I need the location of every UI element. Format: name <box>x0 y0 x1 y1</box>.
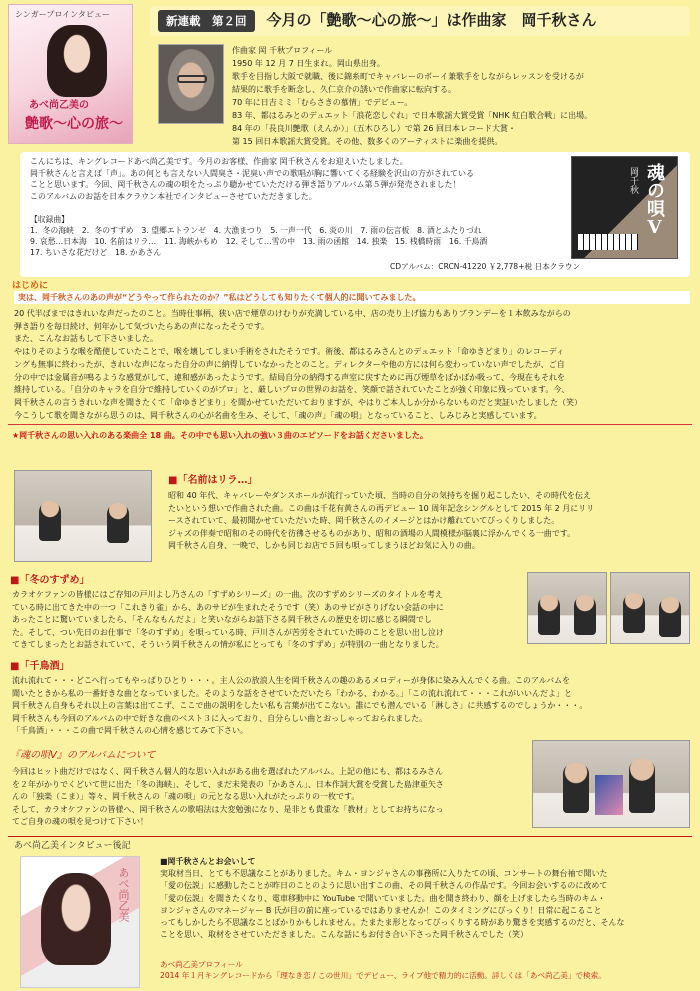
afterword-line: 「愛の伝説」に感動したことが昨日のことのように思い出すこの曲、その岡千秋さんの作品です。今回お会いするのに改めて <box>160 881 608 891</box>
lead-line: 岡千秋さんの言うきれいな声を聞きたくて「命ゆきどまり」を聞かせていただいておりますが、やはりご本人しか分からないものだと実証いたしました（笑） <box>14 397 582 407</box>
intro-line: このアルバムのお話を日本クラウン本社でインタビューさせていただきました。 <box>30 191 317 201</box>
profile-line: 第 15 回日本歌謡大賞受賞。その他、数多くのアーティストに楽曲を提供。 <box>232 137 503 146</box>
cover-image <box>8 4 133 144</box>
profile-line: 歌手を目指し大阪で就職、後に錦糸町でキャバレーのボーイ兼歌手をしながらレッスンを受けるが <box>232 72 584 81</box>
interview-photo-3 <box>610 572 690 644</box>
song-line: 流れ流れて・・・どこへ行ってもやっぱりひとり・・・。主人公の放浪人生を岡千秋さんの趣のあるメロディーが身体に染み入んでくる曲。このアルバムを <box>12 676 571 685</box>
track-list <box>30 214 570 258</box>
afterword-line: 「愛の伝説」を聞きたくなり、電車移動中に YouTube で聞いていました。曲を聞き終わり、顔を上げましたら当時のキム・ <box>160 893 606 903</box>
cd-jacket-icon <box>595 775 623 815</box>
afterword-line: ことを思い、取材をさせていただきました。こんな話にもお付き合い下さった岡千秋さんでした（笑） <box>160 930 528 940</box>
profile-line: 結果的に歌手を断念し、久仁京介の誘いで作曲家に転向する。 <box>232 85 456 94</box>
afterword-line: ヨンジャさんのマネージャー B 氏が目の前に座っているではありませんか！このタイミングにびっくり！日常に起こること <box>160 905 602 915</box>
cd-info: CDアルバム：CRCN-41220 ￥2,778+税 日本クラウン <box>390 262 581 271</box>
lead-line: また、こんなお話もして下さいました。 <box>14 334 158 344</box>
song-line: 岡千秋さん自身、一晩で、しかも同じお店で５回も唄ってしまうほどお気に入りの曲。 <box>168 541 480 551</box>
album-body <box>12 766 512 829</box>
track-line: 17. ちいさな花だけど 18. かあさん <box>30 248 162 257</box>
singer-profile-heading: あべ尚乙美プロフィール <box>160 960 243 969</box>
lead-line: 20 代半ばまではきれいな声だったのこと。当時仕事柄、狭い店で煙草のけむりが充満している中、店の売り上げ協力もありブランデーを１本飲みながらの <box>14 309 571 318</box>
singer-portrait <box>41 873 111 965</box>
cover-subtitle: 艶歌〜心の旅〜 <box>25 116 123 132</box>
composer-portrait <box>158 44 224 124</box>
song-line: てきてしまったとお話されていて、そういう岡千秋さんの情が私にとっても「冬のすずめ」が特別の一曲となりました。 <box>12 640 444 650</box>
afterword-heading: あべ尚乙美インタビュー後記 <box>14 841 131 851</box>
article-title: 今月の「艶歌〜心の旅〜」は作曲家 岡千秋さん <box>266 11 597 30</box>
album-line: を２年がかりでくどいて世に出た「冬の海峡」、そして、まだ未発表の「かあさん」、日本作詞大賞を受賞した島津亜矢さ <box>12 779 444 789</box>
cd-cover-image <box>571 156 678 259</box>
song-title-rira: ■「名前はリラ…」 <box>168 475 258 486</box>
song-body-chidori <box>12 675 692 738</box>
section-divider <box>8 424 692 425</box>
cover-name: あべ尚乙美の <box>29 100 89 111</box>
singer-name-vertical: あべ尚乙美 <box>117 867 130 922</box>
profile-line: 84 年の「長良川艶歌（えんか）」（五木ひろし）で第 26 回日本レコード大賞・ <box>232 124 516 133</box>
song-body-rira <box>168 490 690 553</box>
afterword-line: ってもしかしたら不思議なことばかりかもしれません。たまたま形となってびっくりする時があり驚きを実感するのだと、そんな <box>160 918 625 928</box>
song-title-suzume: ■「冬のすずめ」 <box>10 575 90 586</box>
song-line: 昭和 40 年代、キャバレーやダンスホールが流行っていた頃、当時の自分の気持ちを掘り起こしたい、その時代を伝え <box>168 491 591 500</box>
song-line: 「千鳥酒」・・・この曲で岡千秋さんの心情を感じてみて下さい。 <box>12 726 248 736</box>
song-body-suzume <box>12 589 524 652</box>
track-line: 1．冬の海峡 2．冬のすずめ 3. 望郷エトランゼ 4. 大漁まつり 5. 一声一代 6. 炎の川 7. 雨の伝言板 8. 酒とふたりづれ <box>30 226 482 235</box>
interview-photo-1 <box>14 470 152 562</box>
track-line: 9. 哀愁…日本海 10. 名前はリラ… 11. 海峡かもめ 12. そして…雪の中 13. 雨の函館 14. 独楽 15. 桟橋時雨 16. 千鳥酒 <box>30 237 488 246</box>
song-line: たいという想いで作曲された曲。この曲は千花有黄さんの再デビュー 10 周年記念シングルとして 2015 年 2 月にリリ <box>168 503 595 513</box>
profile-line: 70 年に日吉ミミ「むらさきの慕情」でデビュー。 <box>232 98 413 107</box>
lead-question: 実は、岡千秋さんのあの声が“どうやって作られたのか？”私はどうしても知りたくて個人的に聞いてみました。 <box>14 291 690 304</box>
lead-line: 分の中では金属音が鳴るような感覚がして、違和感があったようです。結局自分の納得する声室に戻すために再び煙草をばかばか吸って、今現在もそれを <box>14 372 565 382</box>
track-list-heading: 【収録曲】 <box>30 215 69 224</box>
song-line: た。そして、つい先日のお仕事で「冬のすずめ」を唄っている時、戸川さんが苦労をされていた時のことを思い出し泣け <box>12 627 444 637</box>
lead-line: 弾き語りを毎日続け、何年かして気づいたらあの声になったそうです。 <box>14 321 270 331</box>
singer-photo <box>20 856 140 988</box>
article-header <box>150 6 690 36</box>
favorites-heading: ★岡千秋さんの思い入れのある楽曲全 18 曲。その中でも思い入れの強い３曲のエピソードをお話くださいました。 <box>12 431 428 440</box>
album-line: んの「独楽（こま）」等々、岡千秋さんの「魂の唄」の元となる思い入れがたっぷりの一枚です。 <box>12 792 360 802</box>
album-line: てご自身の魂の唄を見つけて下さい！ <box>12 817 148 827</box>
profile-line: 作曲家 岡 千秋プロフィール <box>232 46 333 55</box>
song-line: あったことに驚いていましたら、「そんなもんだよ」と笑いながらお話下さる岡千秋さんの歴史を切に感じる瞬間でし <box>12 615 432 625</box>
song-line: カラオケファンの皆様にはご存知の戸川よし乃さんの「すずめシリーズ」の一曲。次のすずめシリーズのタイトルを考え <box>12 590 443 599</box>
cover-top-label: シンガープロインタビュー <box>15 10 110 19</box>
afterword-subheading: ■岡千秋さんとお会いして <box>160 857 256 866</box>
song-line: ている時に出てきた中の一つ「これきり雀」から、あのサビが生まれたそうです（笑）あのサビがさりげない会話の中に <box>12 602 444 612</box>
song-title-chidori: ■「千鳥酒」 <box>10 661 70 672</box>
song-line: ジャズの伴奏で昭和のその時代を彷彿させるものがあり、昭和の酒場の人間模様が脳裏に浮かんでくる一曲です。 <box>168 528 576 538</box>
afterword-divider <box>8 836 692 837</box>
interview-photo-4 <box>532 740 690 828</box>
album-line: そして、カラオケファンの皆様へ、岡千秋さんの歌唱法は大変勉強になり、是非とも貴重な「教材」としてお持ちになっ <box>12 804 444 814</box>
lead-line: 今こうして歌を聞きながら思うのは、岡千秋さんの心が名曲を生み、そして、「魂の声」「魂の唄」となっていること、しみじみと実感しています。 <box>14 410 542 420</box>
profile-line: 83 年、都はるみとのデュエット「浪花恋しぐれ」で日本歌謡大賞受賞「NHK 紅白歌合戦」に出場。 <box>232 111 593 120</box>
album-line: 今回はヒット曲だけではなく、岡千秋さん個人的な思い入れがある曲を選ばれたアルバム。上記の他にも、都はるみさん <box>12 767 443 776</box>
lead-line: やはりそのような喉を酷使していたことで、喉を壊してしまい手術をされたそうです。術後、都はるみさんとのデュエット「命ゆきどまり」のレコーディ <box>14 347 565 357</box>
profile-line: 1950 年 12 月 7 日生まれ。岡山県出身。 <box>232 59 385 68</box>
album-heading: 『魂の唄Ⅴ』のアルバムについて <box>10 750 156 761</box>
cd-title: 魂の唄Ⅴ <box>644 163 665 238</box>
lead-body <box>14 308 690 422</box>
series-badge: 新連載 第２回 <box>158 10 255 32</box>
song-line: 岡千秋さん自身もそれ以上の言葉は出てこず、ここで曲の説明をしたい私も言葉が出てこない。誰にでも潜んでいる「淋しさ」に共感するのでしょうか・・・。 <box>12 701 588 711</box>
interview-photo-2 <box>527 572 607 644</box>
afterword-body <box>160 856 690 941</box>
intro-line: こんにちは、キングレコードあべ尚乙美です。今月のお客様、作曲家 岡千秋さんをお迎えいたしました。 <box>30 157 408 166</box>
glasses-icon <box>177 75 207 83</box>
composer-profile <box>232 44 692 148</box>
lead-heading: はじめに <box>12 281 49 291</box>
afterword-line: 実取材当日、とても不思議なことがありました。キム・ヨンジャさんの事務所に入りたての頃、コンサートの舞台袖で聞いた <box>160 869 608 879</box>
cd-artist: 岡千秋 <box>628 167 638 194</box>
song-line: 岡千秋さんも今回のアルバムの中で好きな曲のベスト３に入っており、自分らしい曲とおっしゃっておられました。 <box>12 713 428 723</box>
song-line: 聞いたときから私の一番好きな曲となっていました。そのような話をさせていただいたら「わかる、わかる。」「この流れ流れて・・・これがいいんだよ」と <box>12 688 572 698</box>
lead-line: ングも無事に終わったが、きれいな声になった自分の声に納得していなかったとのこと。ディレクターや他の方には何ら変わっていない声でしたが、ご自 <box>14 359 565 369</box>
lead-line: 維持している。「自分のキャラを自分で維持していくのがプロ」と、厳しいプロの世界のお話を、笑顔で話されていたことが強く印象に残っています。今、 <box>14 385 570 395</box>
intro-line: ことと思います。今回、岡千秋さんの魂の唄をたっぷり聴かせていただける弾き語りアルバム第５弾が発売されました！ <box>30 180 461 189</box>
singer-profile-text: 2014 年１月キングレコードから「理なき恋 / この世川」でデビュー、ライブ他で精力的に活動。詳しくは「あべ尚乙美」で検索。 <box>160 971 606 980</box>
intro-text <box>30 156 550 202</box>
song-line: ースされていて、最初聞かせていただいた時、岡千秋さんのイメージとはかけ離れていてびっくりしました。 <box>168 516 560 526</box>
piano-keys-icon <box>578 234 638 250</box>
cover-portrait <box>47 25 107 97</box>
intro-line: 岡千秋さんと言えば「声」。あの何とも言えない人間臭さ・泥臭い声での歌唱が胸に響いてくる経験を沢山の方がされている <box>30 168 474 178</box>
